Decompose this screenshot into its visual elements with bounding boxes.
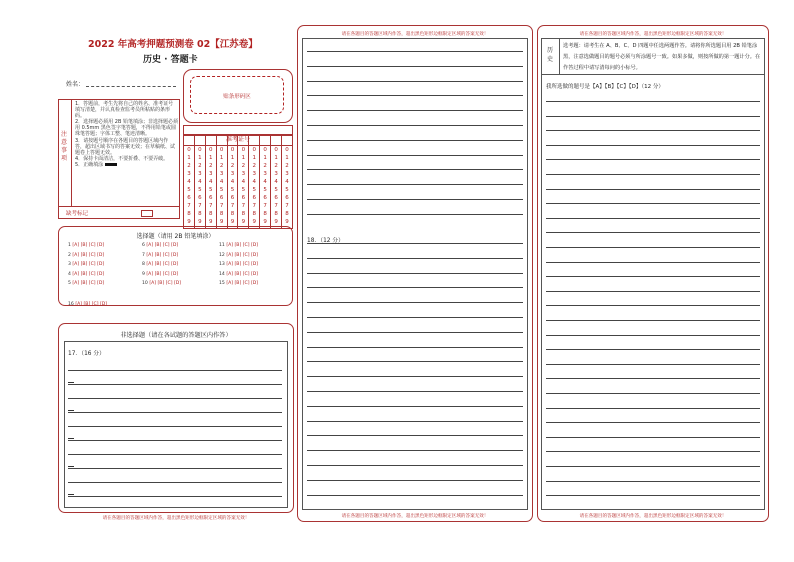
notice-bottom-2: 请在各题目的答题区域内作答，超出黑色矩形边框限定区域的答案无效！ — [341, 514, 489, 519]
exam-id-digit: 5 — [187, 187, 191, 193]
exam-id-digit: 2 — [263, 163, 267, 169]
exam-id-digit: 2 — [198, 163, 202, 169]
answer-line — [307, 140, 523, 141]
choice-question[interactable] — [68, 243, 104, 248]
instruction-item: 4．保持卡面清洁，不要折叠、不要弄破。 — [75, 155, 169, 162]
exam-id-digit: 6 — [285, 195, 289, 201]
answer-line — [546, 130, 760, 131]
exam-id-digit: 1 — [252, 155, 257, 161]
nonchoice-title: 非选择题（请在各试题的答题区内作答） — [120, 332, 232, 339]
exam-id-column[interactable] — [249, 146, 260, 229]
exam-id-digit: 7 — [230, 203, 235, 209]
elective-subject: 历史 — [547, 47, 554, 63]
answer-line — [546, 203, 760, 204]
instructions-heading-cell — [58, 99, 72, 207]
answer-line — [307, 243, 523, 244]
answer-line — [546, 101, 760, 102]
exam-id-column[interactable] — [194, 146, 205, 229]
choice-question[interactable] — [68, 281, 104, 286]
choice-question[interactable] — [219, 243, 258, 248]
answer-line — [307, 450, 523, 451]
choice-question[interactable] — [68, 262, 104, 267]
exam-id-digit: 9 — [274, 219, 278, 225]
exam-id-digit: 7 — [274, 203, 278, 209]
exam-id-digit: 9 — [187, 219, 191, 225]
answer-line — [546, 466, 760, 467]
choice-number: 14 — [219, 271, 227, 277]
exam-id-digit: 7 — [187, 203, 191, 209]
answer-line — [307, 317, 523, 318]
exam-id-digit: 6 — [274, 195, 278, 201]
page-title: 2022 年高考押题预测卷 02【江苏卷】 — [88, 39, 258, 50]
choice-question[interactable] — [68, 253, 104, 258]
filled-sample-mark — [105, 163, 117, 166]
exam-id-digit: 4 — [241, 179, 246, 185]
answer-line — [68, 496, 282, 497]
exam-id-digit: 1 — [208, 155, 213, 161]
panel2-answer-box[interactable] — [302, 38, 528, 510]
exam-id-digit: 4 — [285, 179, 289, 185]
answer-line — [68, 468, 282, 469]
choice-options: [A] [B] [C] [D] — [149, 281, 182, 286]
choice-number: 11 — [219, 243, 227, 248]
exam-id-digit: 0 — [230, 147, 235, 153]
exam-id-digit: 0 — [274, 147, 278, 153]
answer-line — [546, 218, 760, 219]
exam-id-digit: 8 — [219, 211, 224, 217]
exam-id-digit: 8 — [230, 211, 235, 217]
exam-id-digit: 6 — [263, 195, 267, 201]
exam-id-column[interactable] — [205, 146, 216, 229]
exam-id-digit: 1 — [230, 155, 235, 161]
exam-id-digit: 8 — [198, 211, 202, 217]
choice-options: [A] [B] [C] [D] — [72, 243, 105, 248]
exam-id-digit: 1 — [274, 155, 278, 161]
exam-id-digit: 7 — [198, 203, 202, 209]
exam-id-digit: 8 — [241, 211, 246, 217]
exam-id-digit: 5 — [241, 187, 246, 193]
choice-number: 9 — [142, 271, 147, 277]
answer-line — [307, 421, 523, 422]
choice-options: [A] [B] [C] [D] — [146, 252, 179, 258]
exam-id-digit: 5 — [198, 187, 202, 193]
answer-line — [546, 481, 760, 482]
choice-number: 10 — [142, 281, 150, 286]
answer-line — [307, 287, 523, 288]
exam-id-digit: 4 — [230, 179, 235, 185]
exam-id-digit: 8 — [208, 211, 213, 217]
exam-id-write-cell[interactable] — [260, 136, 271, 146]
exam-id-grid[interactable] — [183, 135, 293, 229]
choice-question[interactable] — [142, 281, 181, 286]
exam-id-digit: 9 — [285, 219, 289, 225]
answer-line — [68, 454, 282, 455]
answer-line — [546, 364, 760, 365]
choice-options: [A] [B] [C] [D] — [226, 252, 259, 258]
answer-line — [546, 335, 760, 336]
answer-line — [307, 258, 523, 259]
instruction-item: 1．答题前，考生先将自己的姓名、准考证号填写清楚，并认真检查监考员所粘贴的条形码。 — [75, 101, 174, 120]
choice-options: [A] [B] [C] [D] — [226, 271, 259, 277]
exam-id-digit: 5 — [230, 187, 235, 193]
exam-id-digit: 0 — [263, 147, 267, 153]
exam-id-write-cell[interactable] — [282, 136, 293, 146]
exam-id-digit: 9 — [219, 219, 224, 225]
choice-options: [A] [B] [C] [D] — [146, 243, 179, 248]
exam-id-digit: 5 — [274, 187, 278, 193]
exam-id-digit: 4 — [187, 179, 191, 185]
answer-line — [307, 199, 523, 200]
absent-label: 缺考标记 — [66, 211, 89, 217]
answer-line — [307, 110, 523, 111]
answer-line — [307, 347, 523, 348]
exam-id-digit: 6 — [252, 195, 257, 201]
answer-line — [307, 51, 523, 52]
answer-line — [307, 81, 523, 82]
exam-id-digit: 0 — [241, 147, 246, 153]
exam-id-digit: 7 — [285, 203, 289, 209]
answer-line-marker — [68, 438, 74, 439]
answer-line — [307, 155, 523, 156]
answer-line — [546, 291, 760, 292]
answer-line — [307, 273, 523, 274]
name-label: 姓名： — [66, 81, 85, 88]
exam-id-digit: 3 — [198, 171, 202, 177]
notice-top-3: 请在各题目的答题区域内作答，超出黑色矩形边框限定区域的答案无效！ — [579, 32, 727, 37]
exam-id-digit: 9 — [208, 219, 213, 225]
answer-line — [546, 174, 760, 175]
exam-id-digit: 7 — [219, 203, 224, 209]
choice-question[interactable] — [142, 253, 178, 258]
answer-line-marker — [68, 494, 74, 495]
choice-question[interactable] — [219, 253, 258, 258]
elective-choice-line: 我所选做的题号是【A】【B】【C】【D】（12 分） — [546, 84, 664, 90]
exam-id-digit: 3 — [208, 171, 213, 177]
exam-id-digit: 8 — [263, 211, 267, 217]
exam-id-digit: 0 — [198, 147, 202, 153]
choice-number: 13 — [219, 262, 227, 267]
choice-question[interactable] — [219, 281, 258, 286]
instructions-heading: 注意事项 — [61, 131, 68, 162]
choice-question[interactable] — [219, 262, 258, 267]
exam-id-digit: 6 — [208, 195, 213, 201]
answer-line — [546, 276, 760, 277]
answer-line — [307, 435, 523, 436]
exam-id-digit: 7 — [241, 203, 246, 209]
answer-line — [307, 406, 523, 407]
exam-id-digit: 2 — [285, 163, 289, 169]
exam-id-write-cell[interactable] — [216, 136, 227, 146]
exam-id-digit: 5 — [208, 187, 213, 193]
choice-options: [A] [B] [C] [D] — [226, 281, 259, 286]
exam-id-digit: 1 — [187, 155, 191, 161]
answer-line — [546, 320, 760, 321]
exam-id-digit: 8 — [187, 211, 191, 217]
barcode-area — [190, 76, 284, 114]
exam-id-digit: 8 — [274, 211, 278, 217]
instruction-item: 3．请按题号顺序在各题目的答题区域内作答，超出区域书写的答案无效；在草稿纸、试题卷上答题无效。 — [75, 137, 176, 156]
answer-line — [307, 214, 523, 215]
choice-options: [A] [B] [C] [D] — [226, 262, 259, 267]
exam-id-digit: 3 — [230, 171, 235, 177]
exam-id-digit: 9 — [263, 219, 267, 225]
exam-id-digit: 4 — [252, 179, 257, 185]
exam-id-write-cell[interactable] — [271, 136, 282, 146]
exam-id-digit: 3 — [263, 171, 267, 177]
exam-id-write-cell[interactable] — [194, 136, 205, 146]
answer-line — [546, 408, 760, 409]
choice-options: [A] [B] [C] [D] — [72, 262, 105, 267]
choice-options: [A] [B] [C] [D] — [146, 262, 179, 267]
answer-line — [546, 349, 760, 350]
exam-id-digit: 3 — [219, 171, 224, 177]
exam-id-write-cell[interactable] — [184, 136, 195, 146]
choice-options: [A] [B] [C] [D] — [72, 281, 105, 286]
answer-line-marker — [68, 410, 74, 411]
answer-line — [546, 232, 760, 233]
panel3-answer-box[interactable] — [541, 38, 765, 510]
exam-id-digit: 0 — [219, 147, 224, 153]
choice-options: [A] [B] [C] [D] — [226, 243, 259, 248]
answer-line — [307, 361, 523, 362]
exam-id-write-cell[interactable] — [249, 136, 260, 146]
answer-line — [546, 378, 760, 379]
exam-id-column[interactable] — [282, 146, 293, 229]
answer-line — [68, 440, 282, 441]
exam-id-digit: 2 — [219, 163, 224, 169]
exam-id-digit: 3 — [241, 171, 246, 177]
answer-line — [68, 412, 282, 413]
choice-number: 7 — [142, 252, 147, 258]
choice-number: 3 — [68, 262, 73, 267]
exam-id-digit: 6 — [198, 195, 202, 201]
exam-id-digit: 7 — [263, 203, 267, 209]
exam-id-write-cell[interactable] — [205, 136, 216, 146]
exam-id-digit: 2 — [274, 163, 278, 169]
choice-number: 6 — [142, 243, 147, 248]
exam-id-label: 准考证号 — [225, 136, 250, 143]
exam-id-digit: 3 — [285, 171, 289, 177]
answer-line — [307, 376, 523, 377]
choice-number: 2 — [68, 252, 73, 258]
exam-id-digit: 0 — [252, 147, 257, 153]
answer-line — [307, 66, 523, 67]
notice-bottom-1: 请在各题目的答题区域内作答，超出黑色矩形边框限定区域的答案无效！ — [102, 516, 250, 521]
exam-id-write-cell[interactable] — [227, 136, 238, 146]
exam-id-digit: 0 — [208, 147, 213, 153]
choice-number: 15 — [219, 281, 227, 286]
exam-id-digit: 1 — [198, 155, 202, 161]
answer-line — [307, 95, 523, 96]
choice-number: 4 — [68, 271, 73, 277]
choice-options: [A] [B] [C] [D] — [72, 271, 105, 277]
notice-bottom-3: 请在各题目的答题区域内作答，超出黑色矩形边框限定区域的答案无效！ — [579, 514, 727, 519]
exam-id-digit: 5 — [252, 187, 257, 193]
choice-title: 选择题（请用 2B 铅笔填涂） — [136, 233, 215, 240]
choice-question[interactable] — [142, 262, 178, 267]
q17-label: 17．（16 分） — [68, 351, 105, 357]
absent-box — [58, 207, 180, 219]
exam-id-digit: 7 — [252, 203, 257, 209]
answer-line — [68, 370, 282, 371]
answer-line — [546, 393, 760, 394]
answer-line — [546, 451, 760, 452]
answer-line — [307, 495, 523, 496]
exam-id-digit: 1 — [241, 155, 246, 161]
exam-id-column[interactable] — [227, 146, 238, 229]
answer-line — [307, 480, 523, 481]
exam-id-digit: 4 — [219, 179, 224, 185]
exam-id-column[interactable] — [271, 146, 282, 229]
answer-line-marker — [68, 466, 74, 467]
choice-number: 12 — [219, 252, 227, 258]
exam-id-digit: 4 — [208, 179, 213, 185]
answer-line — [546, 437, 760, 438]
exam-id-header — [183, 125, 293, 143]
choice-question[interactable] — [68, 302, 107, 307]
elective-subject-cell — [542, 39, 560, 75]
exam-id-write-cell[interactable] — [238, 136, 249, 146]
exam-id-digit: 6 — [241, 195, 246, 201]
answer-line — [307, 169, 523, 170]
absent-checkbox[interactable] — [141, 210, 153, 217]
choice-options: [A] [B] [C] [D] — [72, 252, 105, 258]
answer-line — [546, 262, 760, 263]
answer-line — [68, 426, 282, 427]
answer-line — [546, 305, 760, 306]
exam-id-digit: 2 — [208, 163, 213, 169]
answer-line — [307, 391, 523, 392]
exam-id-digit: 8 — [285, 211, 289, 217]
choice-number: 16 — [68, 302, 76, 307]
instructions-list — [75, 101, 178, 168]
exam-id-column[interactable] — [238, 146, 249, 229]
answer-line-marker — [68, 382, 74, 383]
exam-id-digit: 7 — [208, 203, 213, 209]
answer-line — [546, 116, 760, 117]
exam-id-digit: 4 — [274, 179, 278, 185]
exam-id-digit: 5 — [285, 187, 289, 193]
exam-id-digit: 4 — [263, 179, 267, 185]
exam-id-digit: 1 — [285, 155, 289, 161]
exam-id-digit: 6 — [187, 195, 191, 201]
choice-number: 5 — [68, 281, 73, 286]
notice-top-2: 请在各题目的答题区域内作答，超出黑色矩形边框限定区域的答案无效！ — [341, 32, 489, 37]
choice-question[interactable] — [68, 272, 104, 277]
answer-line — [307, 125, 523, 126]
name-field[interactable] — [86, 86, 176, 87]
answer-line — [68, 398, 282, 399]
exam-id-digit: 6 — [230, 195, 235, 201]
answer-line — [307, 302, 523, 303]
answer-line — [307, 332, 523, 333]
exam-id-column[interactable] — [260, 146, 271, 229]
exam-id-digit: 8 — [252, 211, 257, 217]
exam-id-digit: 3 — [274, 171, 278, 177]
choice-number: 1 — [68, 243, 73, 248]
exam-id-digit: 5 — [219, 187, 224, 193]
answer-line — [307, 465, 523, 466]
exam-id-digit: 4 — [198, 179, 202, 185]
elective-note-cell — [560, 39, 764, 75]
answer-line — [546, 422, 760, 423]
answer-line — [546, 145, 760, 146]
answer-line — [546, 247, 760, 248]
exam-id-digit: 2 — [187, 163, 191, 169]
elective-note: 选考题：请考生在 A、B、C、D 四题中任选两题作答。请将你所选题目用 2B 铅笔涂黑，注意选做题目的题号必须与所涂题号一致。如果多做，则按所做的第一题计分。在作答过程中请写清每问的小标号。 — [563, 43, 761, 71]
exam-id-digit: 2 — [230, 163, 235, 169]
exam-id-digit: 9 — [230, 219, 235, 225]
instruction-item: 2．选择题必须用 2B 铅笔填涂；非选择题必须用 0.5mm 黑色签字笔答题，不得用铅笔或圆珠笔答题；字体工整、笔迹清晰。 — [75, 119, 178, 138]
exam-id-digit: 3 — [252, 171, 257, 177]
choice-options: [A] [B] [C] [D] — [75, 302, 108, 307]
exam-id-digit: 9 — [241, 219, 246, 225]
exam-id-digit: 0 — [187, 147, 191, 153]
answer-line — [68, 482, 282, 483]
exam-id-column[interactable] — [216, 146, 227, 229]
exam-id-digit: 5 — [263, 187, 267, 193]
answer-line — [546, 159, 760, 160]
page-subtitle: 历史 · 答题卡 — [143, 55, 198, 65]
choice-question[interactable] — [142, 243, 178, 248]
exam-id-digit: 3 — [187, 171, 191, 177]
choice-options: [A] [B] [C] [D] — [146, 271, 179, 277]
exam-id-digit: 6 — [219, 195, 224, 201]
answer-line — [546, 189, 760, 190]
exam-id-digit: 0 — [285, 147, 289, 153]
exam-id-digit: 2 — [252, 163, 257, 169]
exam-id-digit: 1 — [263, 155, 267, 161]
choice-question[interactable] — [142, 272, 178, 277]
exam-id-column[interactable] — [184, 146, 195, 229]
instruction-item: 5．正确填涂 — [75, 162, 178, 168]
answer-line — [307, 184, 523, 185]
q18-label: 18．（12 分） — [307, 238, 344, 244]
exam-id-digit: 1 — [219, 155, 224, 161]
answer-line — [68, 384, 282, 385]
barcode-label: 贴条形码区 — [223, 94, 251, 100]
choice-number: 8 — [142, 262, 147, 267]
choice-question[interactable] — [219, 272, 258, 277]
exam-id-digit: 9 — [198, 219, 202, 225]
exam-id-digit: 9 — [252, 219, 257, 225]
exam-id-digit: 2 — [241, 163, 246, 169]
answer-line — [546, 495, 760, 496]
